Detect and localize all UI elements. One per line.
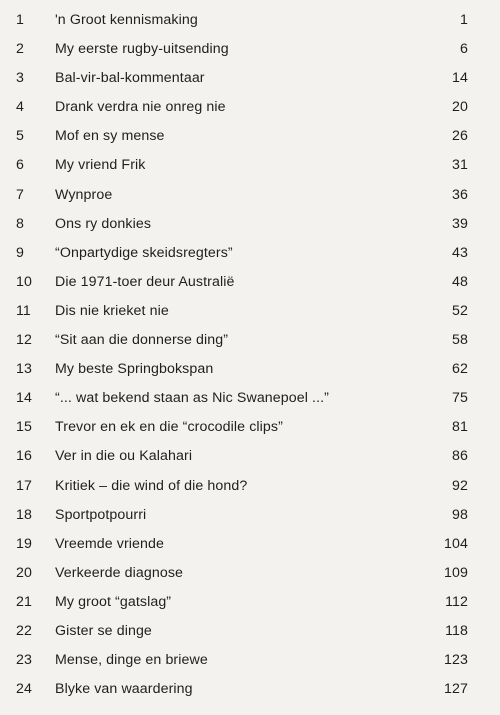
chapter-title: Verkeerde diagnose: [55, 564, 184, 581]
chapter-title: Dis nie krieket nie: [55, 302, 169, 319]
chapter-title: Sportpotpourri: [55, 506, 147, 523]
chapter-number: 6: [16, 157, 24, 174]
chapter-number: 21: [16, 593, 32, 610]
chapter-title: Kritiek – die wind of die hond?: [55, 477, 248, 494]
toc-entry: [0, 384, 500, 413]
chapter-number: 11: [16, 302, 31, 319]
chapter-title: My vriend Frik: [55, 157, 146, 174]
chapter-number: 2: [16, 41, 24, 58]
chapter-number: 8: [16, 215, 24, 232]
chapter-title: Ons ry donkies: [55, 215, 152, 232]
page-number: 52: [452, 302, 468, 319]
toc-entry: [0, 675, 500, 704]
toc-entry: [0, 559, 500, 588]
chapter-number: 17: [16, 477, 32, 494]
chapter-title: Bal-vir-bal-kommentaar: [55, 70, 205, 87]
chapter-number: 23: [16, 652, 32, 669]
toc-entry: [0, 122, 500, 151]
chapter-title: Mense, dinge en briewe: [55, 652, 208, 669]
chapter-number: 13: [16, 361, 32, 378]
toc-entry: [0, 530, 500, 559]
page-number: 112: [445, 593, 468, 610]
chapter-number: 4: [16, 99, 24, 116]
page-number: 98: [452, 506, 468, 523]
page-number: 58: [452, 332, 468, 349]
chapter-number: 1: [16, 12, 24, 28]
page-number: 109: [444, 564, 468, 581]
toc-entry: [0, 646, 500, 675]
page-number: 92: [452, 477, 468, 494]
chapter-number: 10: [16, 273, 32, 290]
chapter-title: “Onpartydige skeidsregters”: [55, 244, 233, 261]
toc-entry: [0, 472, 500, 501]
toc-entry: [0, 501, 500, 530]
chapter-title: My groot “gatslag”: [55, 593, 172, 610]
chapter-number: 22: [16, 622, 32, 639]
chapter-title: Drank verdra nie onreg nie: [55, 99, 226, 116]
chapter-number: 24: [16, 681, 32, 698]
toc-entry: [0, 64, 500, 93]
toc-entry: [0, 326, 500, 355]
toc-entry: [0, 210, 500, 239]
page-number: 81: [452, 419, 468, 436]
page-number: 127: [444, 681, 468, 698]
page-number: 43: [452, 244, 468, 261]
toc-entry: [0, 413, 500, 442]
chapter-title: “Sit aan die donnerse ding”: [55, 332, 229, 349]
page-number: 123: [444, 652, 468, 669]
chapter-number: 12: [16, 332, 32, 349]
chapter-title: 'n Groot kennismaking: [55, 12, 198, 28]
page-number: 6: [460, 41, 468, 58]
chapter-title: Blyke van waardering: [55, 681, 193, 698]
toc-entry: [0, 297, 500, 326]
chapter-title: My eerste rugby-uitsending: [55, 41, 229, 58]
chapter-number: 18: [16, 506, 32, 523]
toc-entry: [0, 442, 500, 471]
toc-entry: [0, 93, 500, 122]
chapter-title: Ver in die ou Kalahari: [55, 448, 193, 465]
toc-entry: [0, 617, 500, 646]
chapter-number: 14: [16, 390, 32, 407]
chapter-number: 15: [16, 419, 32, 436]
page-number: 1: [460, 12, 468, 28]
chapter-title: Gister se dinge: [55, 622, 152, 639]
chapter-title: Wynproe: [55, 186, 113, 203]
chapter-title: Vreemde vriende: [55, 535, 165, 552]
chapter-number: 7: [16, 186, 24, 203]
page-number: 26: [452, 128, 468, 145]
toc-entry: [0, 151, 500, 180]
page-number: 104: [444, 535, 468, 552]
chapter-number: 5: [16, 128, 24, 145]
chapter-title: Die 1971-toer deur Australië: [55, 273, 235, 290]
chapter-number: 3: [16, 70, 24, 87]
chapter-title: Trevor en ek en die “crocodile clips”: [55, 419, 283, 436]
page-number: 39: [452, 215, 468, 232]
chapter-title: “... wat bekend staan as Nic Swanepoel ...”: [55, 390, 330, 407]
toc-entry: [0, 239, 500, 268]
chapter-title: Mof en sy mense: [55, 128, 165, 145]
toc-entry: [0, 6, 500, 35]
page-number: 48: [452, 273, 468, 290]
page-number: 14: [452, 70, 468, 87]
page-number: 118: [445, 622, 468, 639]
chapter-title: My beste Springbokspan: [55, 361, 214, 378]
toc-entry: [0, 268, 500, 297]
page-number: 62: [452, 361, 468, 378]
chapter-number: 20: [16, 564, 32, 581]
page-number: 20: [452, 99, 468, 116]
toc-entry: [0, 588, 500, 617]
chapter-number: 19: [16, 535, 32, 552]
chapter-number: 16: [16, 448, 32, 465]
page-number: 31: [452, 157, 468, 174]
page-number: 75: [452, 390, 468, 407]
toc-entry: [0, 181, 500, 210]
page-number: 86: [452, 448, 468, 465]
table-of-contents: [0, 6, 500, 704]
page-number: 36: [452, 186, 468, 203]
toc-entry: [0, 355, 500, 384]
toc-entry: [0, 35, 500, 64]
chapter-number: 9: [16, 244, 24, 261]
